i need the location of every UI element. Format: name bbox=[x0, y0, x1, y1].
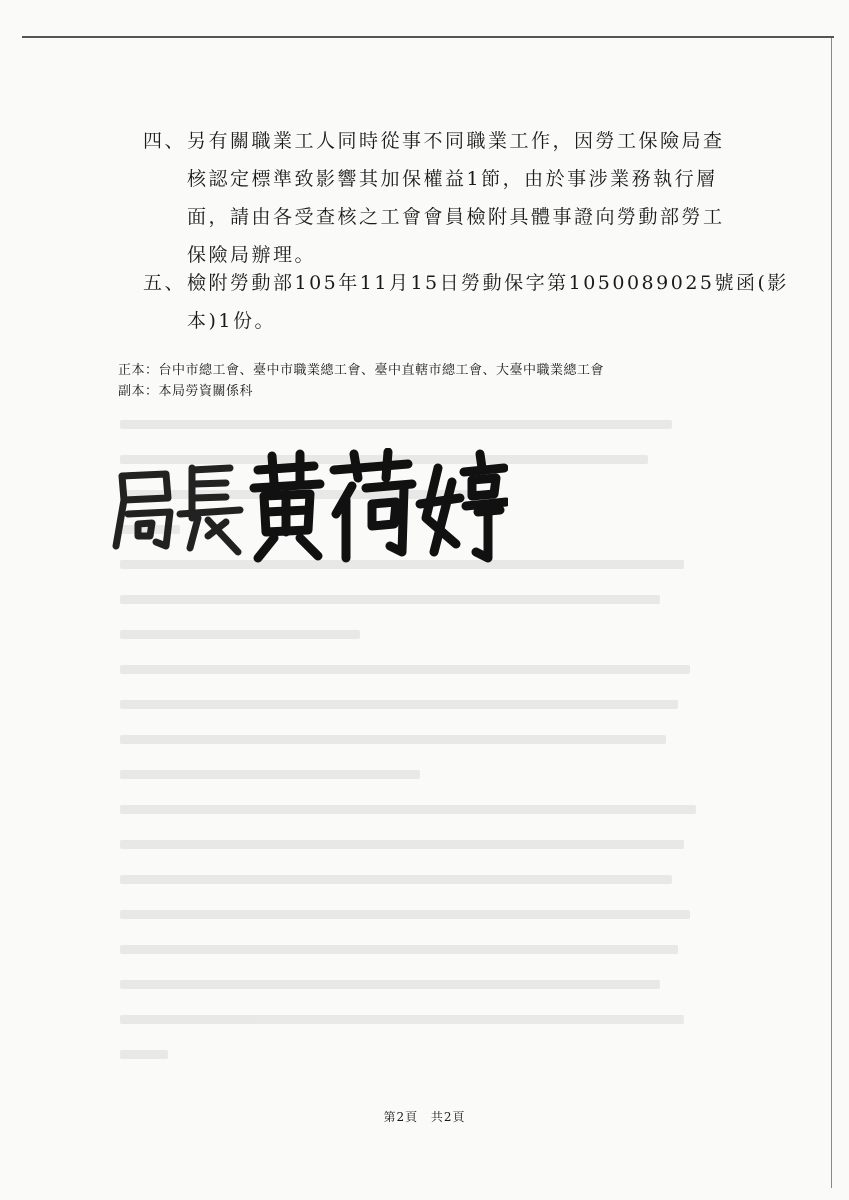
director-signature-stamp bbox=[108, 448, 508, 568]
item-line: 檢附勞動部105年11月15日勞動保字第1050089025號函(影 bbox=[187, 272, 789, 294]
item-number: 四、 bbox=[143, 130, 187, 152]
distribution-original: 正本：台中市總工會、臺中市職業總工會、臺中直轄市總工會、大臺中職業總工會 bbox=[118, 363, 605, 378]
page-footer bbox=[0, 1108, 849, 1125]
item-4 bbox=[143, 122, 753, 282]
page-number: 第2頁 bbox=[383, 1110, 419, 1124]
page-total: 共2頁 bbox=[430, 1110, 466, 1124]
item-line: 另有關職業工人同時從事不同職業工作，因勞工保險局查 bbox=[187, 130, 725, 152]
item-line: 面，請由各受查核之工會會員檢附具體事證向勞動部勞工 bbox=[187, 206, 725, 228]
item-5 bbox=[143, 264, 789, 344]
top-border-line bbox=[22, 36, 834, 38]
item-line: 保險局辦理。 bbox=[187, 244, 317, 266]
item-body bbox=[187, 264, 789, 340]
right-border-line bbox=[831, 38, 832, 1188]
distribution-copy: 副本：本局勞資關係科 bbox=[118, 384, 254, 399]
item-body bbox=[187, 122, 747, 274]
signature-stamp-icon bbox=[108, 448, 508, 568]
item-number: 五、 bbox=[143, 272, 187, 294]
item-line: 核認定標準致影響其加保權益1節，由於事涉業務執行層 bbox=[187, 168, 718, 190]
item-line: 本)1份。 bbox=[187, 310, 277, 332]
